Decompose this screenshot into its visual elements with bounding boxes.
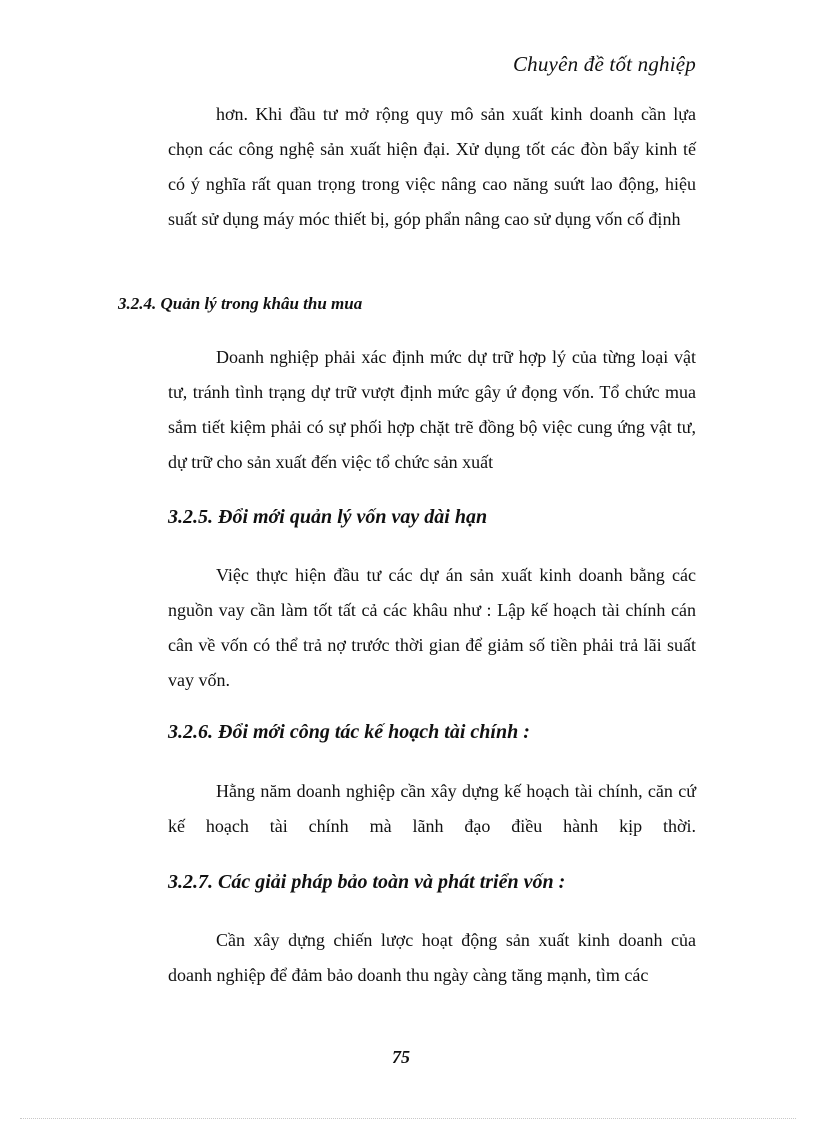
page-number: 75 xyxy=(392,1047,410,1067)
paragraph-3-2-6: Hằng năm doanh nghiệp cần xây dựng kế hoạch tài chính, căn cứ kế hoạch tài chính mà lãnh đạo điều hành kịp thời. xyxy=(168,781,696,836)
heading-3-2-6: 3.2.6. Đổi mới công tác kế hoạch tài chính : xyxy=(168,721,530,743)
running-header: Chuyên đề tốt nghiệp xyxy=(512,52,696,76)
heading-3-2-5: 3.2.5. Đổi mới quản lý vốn vay dài hạn xyxy=(168,506,488,528)
heading-3-2-7: 3.2.7. Các giải pháp bảo toàn và phát triển vốn : xyxy=(168,871,566,893)
intro-paragraph: hơn. Khi đầu tư mở rộng quy mô sản xuất kinh doanh cần lựa chọn các công nghệ sản xuất hiện đại. Xử dụng tốt các đòn bẩy kinh tế có ý nghĩa rất quan trọng trong việc nâng cao năng suứt lao động, hiệu suất sử dụng máy móc thiết bị, góp phẩn nâng cao sử dụng vốn cố định xyxy=(168,104,696,229)
paragraph-3-2-7: Cần xây dựng chiến lược hoạt động sản xuất kinh doanh của doanh nghiệp để đảm bảo doanh thu ngày càng tăng mạnh, tìm các xyxy=(168,930,696,985)
paragraph-3-2-5: Việc thực hiện đầu tư các dự án sản xuất kinh doanh bằng các nguồn vay cần làm tốt tất cả các khâu như : Lập kế hoạch tài chính cán cân về vốn có thể trả nợ trước thời gian để giảm số tiền phải trả lãi suất vay vốn. xyxy=(168,565,696,690)
page-bottom-divider xyxy=(20,1118,796,1119)
heading-3-2-4: 3.2.4. Quản lý trong khâu thu mua xyxy=(118,294,363,313)
paragraph-3-2-4: Doanh nghiệp phải xác định mức dự trữ hợp lý của từng loại vật tư, tránh tình trạng dự trữ vượt định mức gây ứ đọng vốn. Tổ chức mua sắm tiết kiệm phải có sự phối hợp chặt trẽ đồng bộ việc cung ứng vật tư, dự trữ cho sản xuất đến việc tổ chức sản xuất xyxy=(168,347,696,472)
